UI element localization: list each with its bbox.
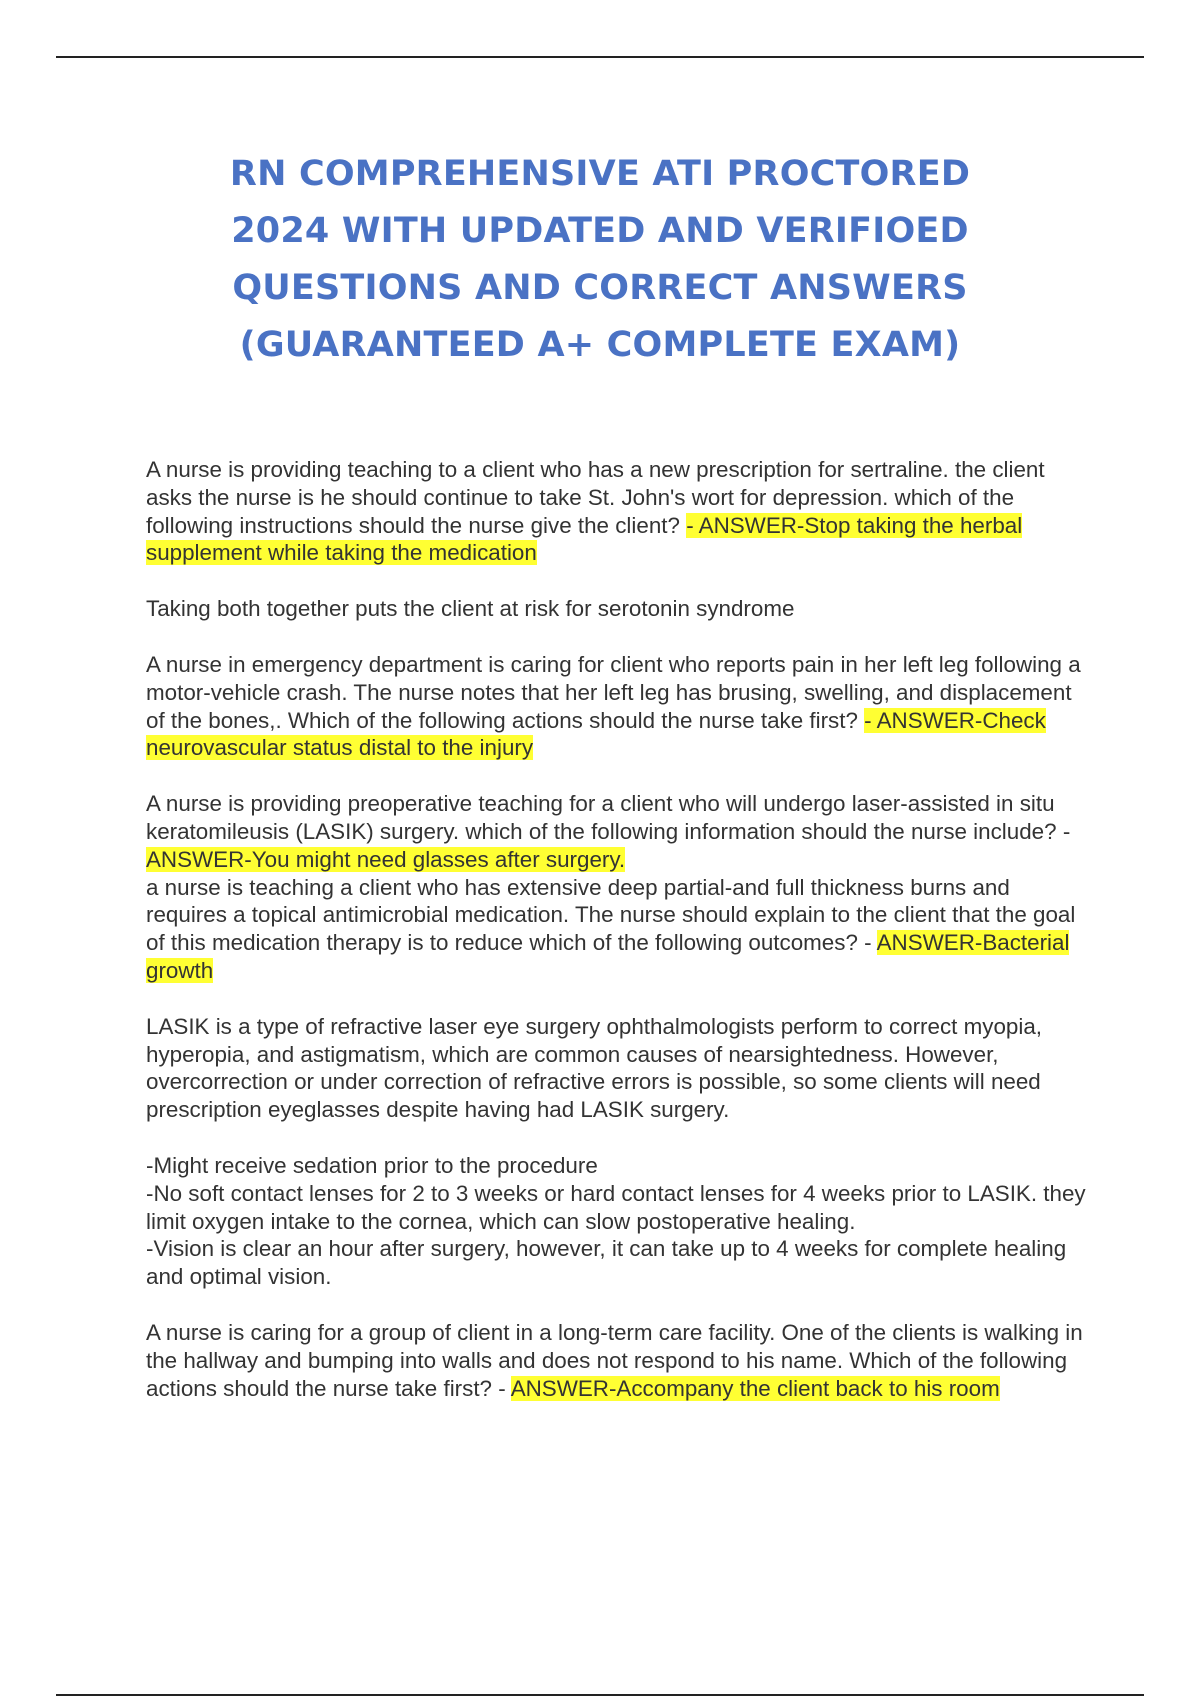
lasik-note: -Might receive sedation prior to the procedure [146, 1152, 598, 1178]
document-title [120, 146, 1080, 374]
bottom-rule [56, 1694, 1144, 1696]
title-line-1: RN COMPREHENSIVE ATI PROCTORED [229, 154, 971, 194]
qa-item-sertraline [146, 456, 1096, 567]
document-body [146, 456, 1096, 1402]
lasik-note: -No soft contact lenses for 2 to 3 weeks or hard contact lenses for 4 weeks prior to LASIK. they limit oxygen intake to the cornea, which can slow postoperative healing. [146, 1180, 1086, 1234]
qa-item-long-term-care [146, 1319, 1096, 1402]
question-text: a nurse is teaching a client who has extensive deep partial-and full thickness burns and requires a topical antimicrobial medication. The nurse should explain to the client that the goal of this medication therapy is to reduce which of the following outcomes? - [146, 874, 1076, 956]
rationale-paragraph: Taking both together puts the client at risk for serotonin syndrome [146, 596, 795, 622]
question-text: A nurse in emergency department is caring for client who reports pain in her left leg following a motor-vehicle crash. The nurse notes that her left leg has brusing, swelling, and displacement of the bones,. Which of the following actions should the nurse take first? [146, 651, 1081, 733]
answer-highlight: - ANSWER-Check neurovascular status distal to the injury [146, 707, 1046, 761]
top-rule [56, 56, 1144, 58]
lasik-notes-list [146, 1152, 1096, 1291]
answer-highlight: - ANSWER-Stop taking the herbal supplement while taking the medication [146, 512, 1023, 566]
answer-highlight: ANSWER-Bacterial growth [146, 930, 1070, 983]
title-line-3: QUESTIONS AND CORRECT ANSWERS [232, 268, 968, 308]
qa-item-lasik [146, 790, 1096, 873]
lasik-explanation-paragraph: LASIK is a type of refractive laser eye surgery ophthalmologists perform to correct myopia, hyperopia, and astigmatism, which are common causes of nearsightedness. However, overcorrection or under correction of refractive errors is possible, so some clients will need prescription eyeglasses despite having had LASIK surgery. [146, 1013, 1043, 1123]
qa-item-leg-injury [146, 651, 1096, 762]
title-line-2: 2024 WITH UPDATED AND VERIFIOED [231, 211, 969, 251]
question-text: A nurse is caring for a group of client in a long-term care facility. One of the clients is walking in the hallway and bumping into walls and does not respond to his name. Which of the following actions should the nurse take first? - [146, 1319, 1083, 1401]
question-text: A nurse is providing preoperative teaching for a client who will undergo laser-assisted in situ keratomileusis (LASIK) surgery. which of the following information should the nurse include? - [146, 791, 1071, 844]
lasik-note: -Vision is clear an hour after surgery, however, it can take up to 4 weeks for complete healing and optimal vision. [146, 1236, 1067, 1290]
question-text: A nurse is providing teaching to a client who has a new prescription for sertraline. the client asks the nurse is he should continue to take St. John's wort for depression. which of the following instructions should the nurse give the client? [146, 457, 1045, 538]
qa-item-burns [146, 874, 1096, 985]
title-line-4: (GUARANTEED A+ COMPLETE EXAM) [239, 325, 961, 365]
answer-highlight: ANSWER-You might need glasses after surgery. [146, 846, 626, 872]
answer-highlight: ANSWER-Accompany the client back to his room [510, 1375, 1000, 1401]
